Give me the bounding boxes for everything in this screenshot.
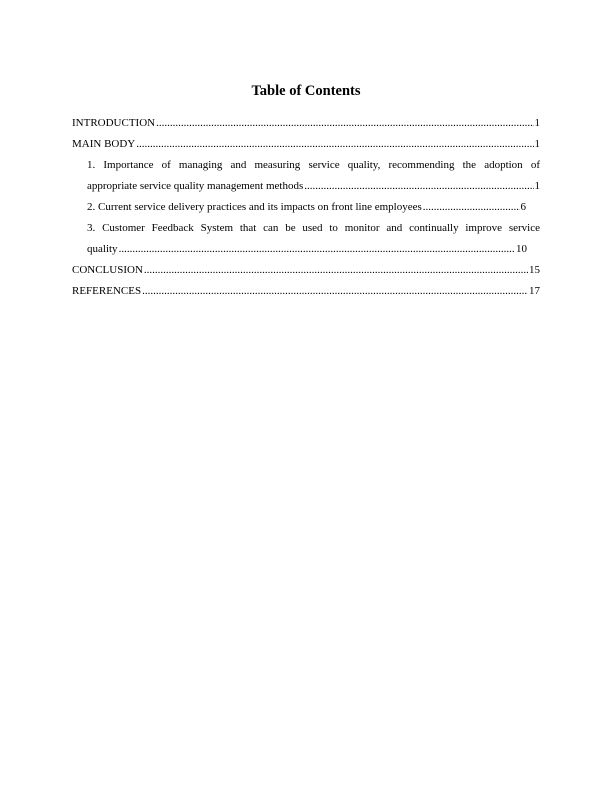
dot-leader [119, 239, 515, 260]
toc-page-number: 6 [520, 201, 526, 213]
toc-entry-section-1[interactable] [72, 155, 540, 197]
toc-list [72, 113, 540, 302]
toc-entry-main-body[interactable] [72, 134, 540, 155]
toc-entry-label: 2. Current service delivery practices and its impacts on front line employees [87, 201, 422, 213]
toc-page-number: 1 [534, 138, 540, 150]
toc-entry-section-2[interactable] [72, 197, 526, 218]
toc-entry-label: CONCLUSION [72, 264, 143, 276]
dot-leader [136, 134, 533, 155]
toc-page-number: 17 [529, 285, 540, 297]
toc-entry-label-line1: 1. Importance of managing and measuring service quality, recommending the adoption of [87, 159, 540, 171]
dot-leader [304, 176, 533, 197]
dot-leader [142, 281, 528, 302]
toc-page-number: 1 [534, 117, 540, 129]
toc-entry-label: REFERENCES [72, 285, 142, 297]
toc-page-number: 1 [534, 180, 540, 192]
toc-entry-section-3[interactable] [72, 218, 540, 260]
toc-page-number: 10 [516, 243, 527, 255]
toc-entry-label: INTRODUCTION [72, 117, 156, 129]
toc-entry-introduction[interactable] [72, 113, 540, 134]
dot-leader [144, 260, 528, 281]
toc-entry-label: appropriate service quality management methods [87, 180, 304, 192]
toc-page-number: 15 [529, 264, 540, 276]
toc-title: Table of Contents [251, 83, 361, 99]
toc-entry-label-line1: 3. Customer Feedback System that can be used to monitor and continually improve service [87, 222, 540, 234]
toc-entry-label: MAIN BODY [72, 138, 136, 150]
toc-entry-label: quality [87, 243, 118, 255]
dot-leader [423, 197, 520, 218]
toc-entry-conclusion[interactable] [72, 260, 540, 281]
toc-entry-references[interactable] [72, 281, 540, 302]
dot-leader [156, 113, 533, 134]
